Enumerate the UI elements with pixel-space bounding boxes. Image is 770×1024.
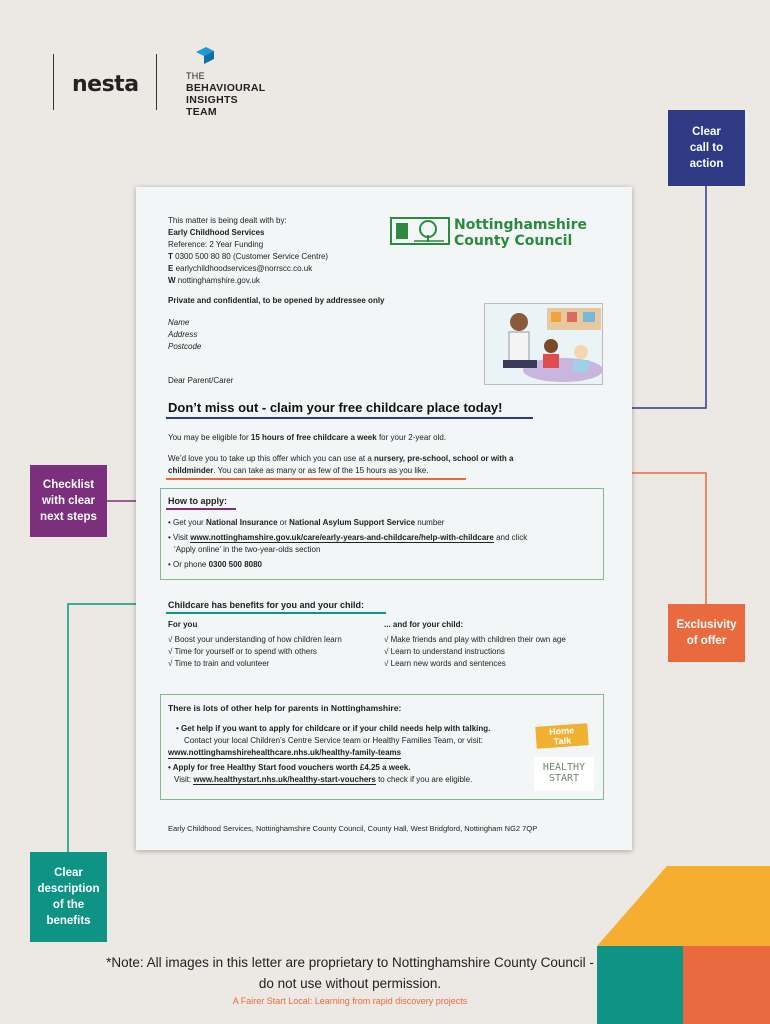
child-benefit: √ Learn to understand instructions	[384, 647, 505, 656]
how-step-2: • Visit www.nottinghamshire.gov.uk/care/early-years-and-childcare/help-with-childcare and click	[168, 533, 528, 542]
sender-name: Early Childhood Services	[168, 228, 265, 237]
help-item-2: • Apply for free Healthy Start food vouchers worth £4.25 a week.	[168, 763, 411, 772]
report-subtitle: A Fairer Start Local: Learning from rapid discovery projects	[232, 996, 468, 1006]
help-item-1: • Get help if you want to apply for childcare or if your child needs help with talking.	[176, 724, 491, 733]
help-item-2-line2: Visit: www.healthystart.nhs.uk/healthy-start-vouchers to check if you are eligible.	[174, 775, 473, 784]
healthy-start-link[interactable]: www.healthystart.nhs.uk/healthy-start-vouchers	[193, 775, 376, 784]
email-line: E earlychildhoodservices@norrscc.co.uk	[168, 264, 313, 273]
how-to-apply-underline	[166, 508, 236, 510]
benefits-underline	[166, 612, 386, 614]
web-line: W nottinghamshire.gov.uk	[168, 276, 260, 285]
sender-intro: This matter is being dealt with by:	[168, 216, 287, 225]
help-item-1-line2: Contact your local Children’s Centre Service team or Healthy Families Team, or visit:	[184, 736, 483, 745]
nesta-logo: nesta	[72, 72, 139, 97]
child-benefit: √ Learn new words and sentences	[384, 659, 506, 668]
healthy-start-badge: HEALTHY START	[534, 757, 594, 791]
childcare-illustration-icon	[485, 304, 603, 385]
you-benefit: √ Time for yourself or to spend with others	[168, 647, 317, 656]
callout-exclusivity: Exclusivity of offer	[668, 604, 745, 662]
greeting: Dear Parent/Carer	[168, 376, 234, 385]
benefits-title: Childcare has benefits for you and your child:	[168, 600, 365, 610]
offer-text-line2: childminder. You can take as many or as few of the 15 hours as you like.	[168, 466, 429, 475]
image-rights-note: *Note: All images in this letter are proprietary to Nottinghamshire County Council - do not use without permission.	[106, 955, 594, 991]
private-notice: Private and confidential, to be opened by addressee only	[168, 296, 385, 305]
council-name-line2: County Council	[454, 233, 573, 249]
bit-logo: THE BEHAVIOURAL INSIGHTS TEAM	[186, 71, 266, 118]
how-step-1: • Get your National Insurance or National Asylum Support Service number	[168, 518, 445, 527]
address-line: Address	[168, 330, 198, 339]
apply-link[interactable]: www.nottinghamshire.gov.uk/care/early-years-and-childcare/help-with-childcare	[190, 533, 494, 542]
reference: Reference: 2 Year Funding	[168, 240, 264, 249]
headline-call-to-action: Don’t miss out - claim your free childcare place today!	[168, 400, 503, 415]
council-logo	[390, 215, 604, 251]
how-to-apply-title: How to apply:	[168, 496, 227, 506]
offer-text-line1: We’d love you to take up this offer which you can use at a nursery, pre-school, school or with a	[168, 454, 514, 463]
page-number: 2	[688, 986, 694, 996]
callout-checklist: Checklist with clear next steps	[30, 465, 107, 537]
how-step-3: • Or phone 0300 500 8080	[168, 560, 262, 569]
address-name: Name	[168, 318, 190, 327]
headline-underline	[166, 417, 533, 419]
how-step-2-line2: ‘Apply online’ in the two-year-olds section	[174, 545, 321, 554]
eligibility-text: You may be eligible for 15 hours of free childcare a week for your 2-year old.	[168, 433, 447, 442]
council-emblem-icon	[390, 215, 450, 247]
for-child-heading: ... and for your child:	[384, 620, 464, 629]
letter-footer: Early Childhood Services, Nottinghamshire County Council, County Hall, West Bridgford, Nottingham NG2 7QP	[168, 824, 538, 833]
callout-call-to-action: Clear call to action	[668, 110, 745, 186]
for-you-heading: For you	[168, 620, 198, 629]
address-postcode: Postcode	[168, 342, 202, 351]
phone-line: T 0300 500 80 80 (Customer Service Centre)	[168, 252, 329, 261]
you-benefit: √ Boost your understanding of how children learn	[168, 635, 342, 644]
childcare-illustration	[484, 303, 603, 385]
callout-benefits: Clear description of the benefits	[30, 852, 107, 942]
offer-underline	[166, 478, 466, 480]
child-benefit: √ Make friends and play with children their own age	[384, 635, 566, 644]
family-teams-link[interactable]: www.nottinghamshirehealthcare.nhs.uk/healthy-family-teams	[168, 748, 402, 757]
you-benefit: √ Time to train and volunteer	[168, 659, 270, 668]
council-name-line1: Nottinghamshire	[454, 217, 588, 233]
letter-page	[136, 187, 632, 850]
home-talk-badge: Home Talk	[535, 723, 588, 749]
other-help-title: There is lots of other help for parents in Nottinghamshire:	[168, 703, 402, 713]
